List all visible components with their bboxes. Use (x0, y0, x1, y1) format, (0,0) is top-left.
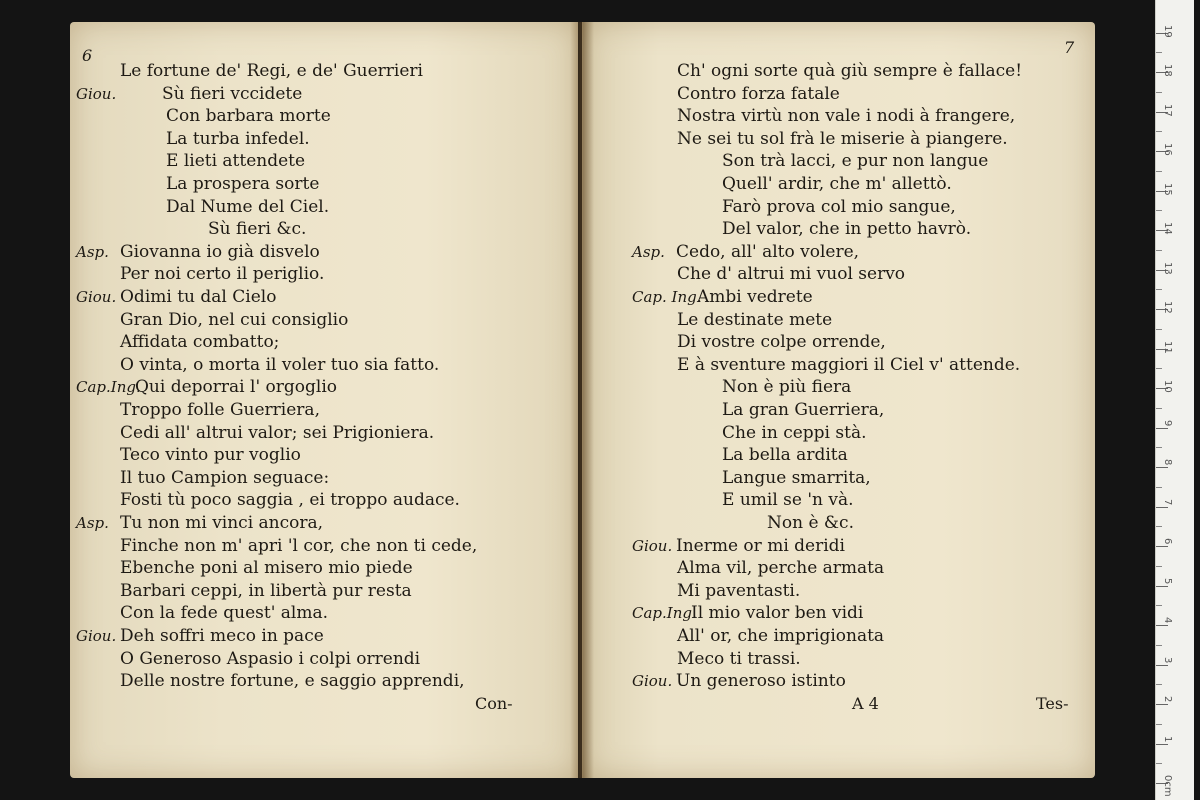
ruler-label: 9 (1162, 419, 1173, 426)
ruler-tick-minor (1156, 526, 1162, 527)
verse-line: Inerme or mi deridi (676, 535, 845, 556)
ruler-label: 12 (1162, 301, 1173, 314)
ruler-label: 1 (1162, 735, 1173, 742)
verse-line: Barbari ceppi, in libertà pur resta (120, 580, 412, 601)
speaker-label: Asp. (76, 242, 109, 261)
ruler-tick-minor (1156, 487, 1162, 488)
ruler-label: 14 (1162, 222, 1173, 235)
speaker-label: Giou. (76, 627, 117, 645)
ruler-tick-minor (1156, 92, 1162, 93)
speaker-label: Giou. (632, 536, 673, 555)
verse-line: Sù fieri &c. (208, 219, 307, 240)
verse-line: Troppo folle Guerriera, (120, 400, 320, 420)
ruler-tick-minor (1156, 171, 1162, 172)
verse-line: Ne sei tu sol frà le miserie à piangere. (677, 128, 1008, 149)
ruler-label: 19 (1162, 24, 1173, 38)
ruler-tick-minor (1156, 368, 1162, 369)
ruler-label: 16 (1162, 143, 1173, 156)
verse-line: Con barbara morte (166, 106, 331, 127)
verse-line: Finche non m' apri 'l cor, che non ti cede, (120, 535, 478, 556)
measuring-ruler (1155, 0, 1194, 800)
speaker-label: Asp. (76, 514, 109, 532)
verse-line: Cedo, all' alto volere, (676, 241, 860, 262)
verse-line: Tu non mi vinci ancora, (120, 513, 324, 533)
ruler-tick-minor (1156, 447, 1162, 448)
ruler-tick-minor (1156, 566, 1162, 567)
verse-line: Le fortune de' Regi, e de' Guerrieri (120, 61, 423, 81)
verse-line: Ebenche poni al misero mio piede (120, 558, 413, 579)
ruler-label: 2 (1162, 696, 1173, 703)
ruler-tick-minor (1156, 131, 1162, 132)
ruler-tick-minor (1156, 763, 1162, 764)
ruler-label: 13 (1162, 261, 1173, 275)
signature-mark: A 4 (852, 694, 879, 713)
verse-line: O vinta, o morta il voler tuo sia fatto. (120, 354, 440, 375)
ruler-tick-minor (1156, 645, 1162, 646)
verse-line: Alma vil, perche armata (677, 558, 885, 579)
verse-line: Non è più fiera (722, 377, 852, 398)
verse-line: Delle nostre fortune, e saggio apprendi, (120, 671, 465, 692)
ruler-label: 7 (1162, 498, 1173, 505)
verse-line: Nostra virtù non vale i nodi à frangere, (677, 106, 1016, 127)
ruler-tick-minor (1156, 52, 1162, 53)
ruler-tick (1156, 625, 1168, 626)
verse-line: Ambi vedrete (697, 287, 813, 307)
verse-line: Le destinate mete (677, 309, 833, 330)
verse-line: Affidata combatto; (120, 332, 280, 353)
ruler-label: 15 (1162, 182, 1173, 196)
speaker-label: Cap. Ing. (632, 288, 702, 306)
verse-line: Con la fede quest' alma. (120, 603, 329, 624)
ruler-tick-minor (1156, 605, 1162, 606)
speaker-label: Asp. (632, 242, 665, 261)
ruler-tick-minor (1156, 408, 1162, 409)
verse-line: Sù fieri vccidete (162, 83, 303, 104)
verse-line: Per noi certo il periglio. (120, 264, 325, 285)
verse-line: Teco vinto pur voglio (120, 445, 301, 466)
ruler-label: 5 (1162, 577, 1173, 584)
speaker-label: Giou. (632, 672, 673, 691)
catchword-left: Con- (475, 694, 513, 713)
ruler-tick-minor (1156, 724, 1162, 725)
ruler-label: 8 (1162, 459, 1173, 466)
ruler-tick (1156, 586, 1168, 587)
verse-line: E lieti attendete (166, 151, 306, 172)
verse-line: Il tuo Campion seguace: (120, 467, 330, 488)
verse-line: Mi paventasti. (677, 580, 801, 601)
ruler-tick (1156, 546, 1168, 547)
ruler-tick (1156, 744, 1168, 745)
left-page (70, 22, 578, 778)
verse-line: Che d' altrui mi vuol servo (677, 264, 906, 285)
verse-line: La gran Guerriera, (722, 400, 885, 420)
verse-line: Fosti tù poco saggia , ei troppo audace. (120, 490, 460, 511)
ruler-tick-minor (1156, 684, 1162, 685)
ruler-label: 0cm (1162, 775, 1173, 797)
catchword-right: Tes- (1036, 694, 1069, 713)
verse-line: All' or, che imprigionata (677, 626, 885, 646)
verse-line: Quell' ardir, che m' allettò. (722, 174, 952, 194)
verse-line: Del valor, che in petto havrò. (722, 219, 972, 240)
verse-line: O Generoso Aspasio i colpi orrendi (120, 648, 421, 669)
ruler-tick-minor (1156, 250, 1162, 251)
verse-line: Un generoso istinto (676, 671, 846, 692)
ruler-label: 4 (1162, 617, 1173, 624)
ruler-label: 11 (1162, 340, 1173, 354)
verse-line: Il mio valor ben vidi (691, 603, 864, 624)
ruler-tick-minor (1156, 289, 1162, 290)
verse-line: Dal Nume del Ciel. (166, 196, 330, 217)
verse-line: Contro forza fatale (677, 83, 840, 104)
ruler-label: 18 (1162, 64, 1173, 77)
ruler-tick (1156, 428, 1168, 429)
verse-line: Non è &c. (767, 513, 854, 533)
verse-line: E à sventure maggiori il Ciel v' attende. (677, 354, 1021, 375)
speaker-label: Cap.Ing. (632, 604, 697, 623)
speaker-label: Giou. (76, 84, 117, 103)
verse-line: Che in ceppi stà. (722, 422, 867, 443)
verse-line: E umil se 'n và. (722, 490, 854, 511)
ruler-tick (1156, 467, 1168, 468)
verse-line: La bella ardita (722, 445, 848, 466)
page-number-right: 7 (1064, 38, 1075, 57)
ruler-label: 17 (1162, 103, 1173, 117)
ruler-tick-minor (1156, 210, 1162, 211)
right-page (582, 22, 1095, 778)
verse-line: Ch' ogni sorte quà giù sempre è fallace! (677, 61, 1023, 81)
ruler-tick (1156, 665, 1168, 666)
ruler-label: 6 (1162, 538, 1173, 545)
open-book (70, 22, 1095, 778)
verse-line: Qui deporrai l' orgoglio (135, 377, 337, 398)
speaker-label: Cap.Ing. (76, 378, 141, 397)
verse-line: Meco ti trassi. (677, 648, 801, 669)
verse-line: Di vostre colpe orrende, (677, 332, 886, 353)
verse-line: Deh soffri meco in pace (120, 626, 324, 646)
verse-line: La turba infedel. (166, 128, 310, 149)
verse-line: Giovanna io già disvelo (120, 241, 320, 262)
ruler-label: 10 (1162, 380, 1173, 393)
verse-line: Farò prova col mio sangue, (722, 196, 956, 217)
verse-line: Gran Dio, nel cui consiglio (120, 309, 349, 330)
ruler-tick (1156, 704, 1168, 705)
verse-line: Son trà lacci, e pur non langue (722, 151, 989, 172)
verse-line: Langue smarrita, (722, 467, 871, 488)
speaker-label: Giou. (76, 288, 117, 306)
ruler-label: 3 (1162, 656, 1173, 663)
verse-line: Cedi all' altrui valor; sei Prigioniera. (120, 422, 435, 443)
verse-line: Odimi tu dal Cielo (120, 287, 277, 307)
ruler-tick (1156, 507, 1168, 508)
ruler-tick-minor (1156, 329, 1162, 330)
page-number-left: 6 (82, 46, 93, 65)
verse-line: La prospera sorte (166, 174, 320, 194)
book-gutter (570, 22, 594, 778)
